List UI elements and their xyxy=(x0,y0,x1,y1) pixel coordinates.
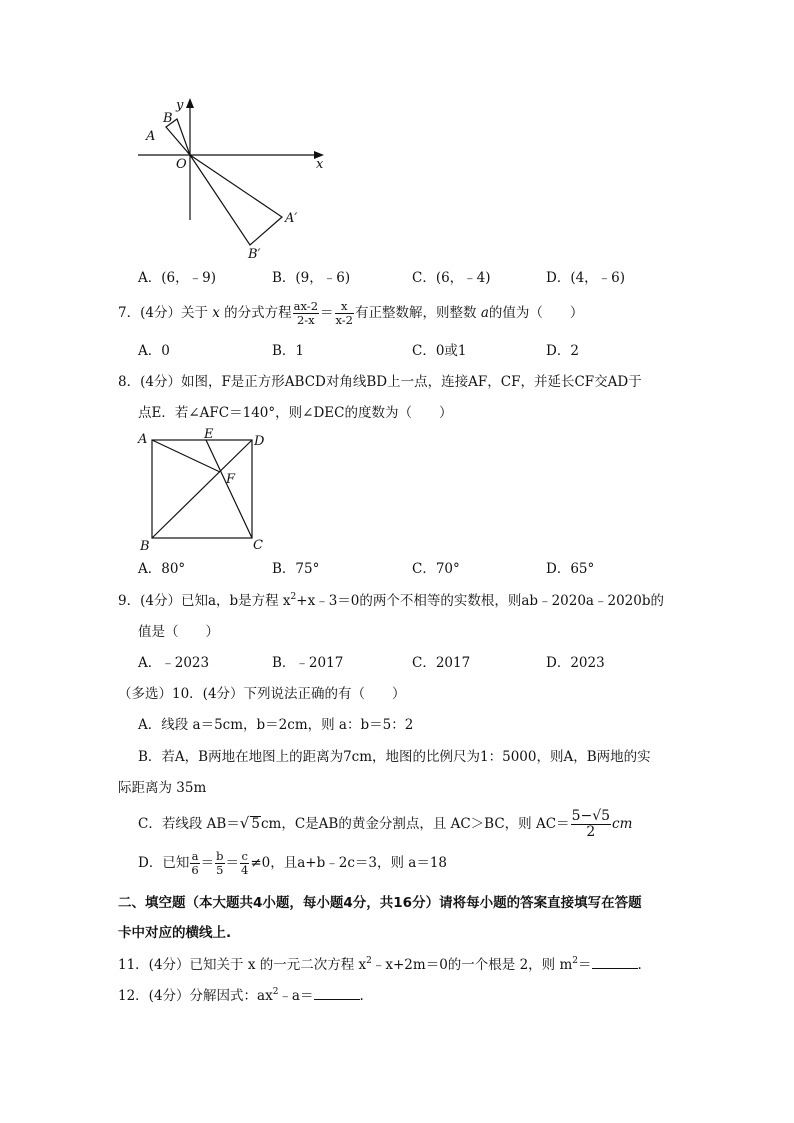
q10-d-fraction-1 xyxy=(190,850,199,877)
q7-fraction-right xyxy=(335,300,355,327)
q9-sup: 2 xyxy=(290,592,297,602)
q10-d-fraction-2 xyxy=(215,850,224,877)
q7-suffix: 有正整数解，则整数 xyxy=(355,305,477,321)
q9-stem-line1 xyxy=(118,591,664,611)
q6-option-c: C．(6，﹣4) xyxy=(412,270,491,286)
q8-option-d: D．65° xyxy=(546,561,595,577)
q11-end: . xyxy=(637,957,642,973)
q8-option-b: B．75° xyxy=(272,561,320,577)
q9-stem-line2: 值是（ ） xyxy=(138,624,219,640)
q7-option-d: D．2 xyxy=(546,343,579,359)
q10-d-eq2: ＝ xyxy=(225,855,240,871)
q7-option-c: C．0或1 xyxy=(412,343,467,359)
q9-prefix: 9．(4分）已知a，b是方程 x xyxy=(118,593,291,609)
q10-option-b-line2: 际距离为 35m xyxy=(118,780,207,796)
q10-option-c xyxy=(138,806,632,841)
q7-f1-num: ax-2 xyxy=(293,299,319,313)
q9-option-b: B．﹣2017 xyxy=(272,655,344,671)
q7-fraction-left xyxy=(293,300,319,327)
q7-f1-den: 2-x xyxy=(296,313,315,327)
q10-c-pre: C．若线段 AB＝ xyxy=(138,816,240,832)
q9-option-c: C．2017 xyxy=(412,655,471,671)
label-b: B xyxy=(163,111,173,126)
q6-option-a: A．(6，﹣9) xyxy=(138,270,216,286)
segment-ce xyxy=(206,440,252,538)
section-2-heading-line2: 卡中对应的横线上. xyxy=(118,925,232,941)
q7-mid: 的分式方程 xyxy=(224,305,292,321)
q10-d-eq1: ＝ xyxy=(200,855,215,871)
q7-option-b: B．1 xyxy=(272,343,305,359)
q10-c-frac-den: 2 xyxy=(586,824,596,840)
q11-mid: ﹣x+2m＝0的一个根是 2，则 m xyxy=(371,957,573,973)
q7-end: 的值为（ ） xyxy=(488,305,584,321)
q7-option-a: A．0 xyxy=(138,343,170,359)
q10-c-unit: cm xyxy=(612,816,633,832)
coordinate-figure xyxy=(138,95,338,265)
q10-option-b-line1: B．若A，B两地在地图上的距离为7cm，地图的比例尺为1：5000，则A，B两地的实 xyxy=(138,749,651,765)
q10-d-f2-num: b xyxy=(216,849,224,863)
label-a-prime: A′ xyxy=(285,211,298,226)
q12-end: . xyxy=(359,988,364,1004)
label-a: A xyxy=(146,129,156,144)
q9-option-d: D．2023 xyxy=(546,655,605,671)
label-b: B xyxy=(140,539,150,554)
q6-option-b: B．(9，﹣6) xyxy=(272,270,351,286)
q7-var-x: x xyxy=(212,305,220,321)
q12-answer-blank[interactable] xyxy=(314,986,360,1000)
q8-option-a: A．80° xyxy=(138,561,186,577)
label-d: D xyxy=(254,434,265,449)
q12-pre: 12．(4分）分解因式：ax xyxy=(118,988,273,1004)
q10-d-f3-den: 4 xyxy=(241,863,249,877)
q10-head: （多选）10．(4分）下列说法正确的有（ ） xyxy=(118,686,406,702)
segment-af xyxy=(152,440,220,472)
q11-sup: 2 xyxy=(366,956,372,966)
q10-c-fraction xyxy=(571,809,611,840)
q11-stem xyxy=(118,955,642,975)
q10-c-radicand: 5 xyxy=(251,816,260,832)
q11-eq: ＝ xyxy=(578,957,592,973)
q8-stem-line1: 8．(4分）如图，F是正方形ABCD对角线BD上一点，连接AF，CF，并延长CF交AD于 xyxy=(118,374,642,390)
q9-option-a: A．﹣2023 xyxy=(138,655,210,671)
label-a: A xyxy=(138,432,148,447)
q11-sup2: 2 xyxy=(572,956,578,966)
y-axis-arrow xyxy=(186,98,194,108)
label-e: E xyxy=(204,428,214,442)
q10-d-fraction-3 xyxy=(240,850,249,877)
triangle-oa2b2 xyxy=(190,155,282,245)
q10-option-d xyxy=(138,848,447,878)
q10-d-f1-den: 6 xyxy=(191,863,199,877)
q7-f2-den: x-2 xyxy=(335,313,354,327)
q10-d-f1-num: a xyxy=(191,849,199,863)
q8-stem-line2: 点E．若∠AFC＝140°，则∠DEC的度数为（ ） xyxy=(138,405,453,421)
q11-pre: 11．(4分）已知关于 x 的一元二次方程 x xyxy=(118,957,367,973)
label-b-prime: B′ xyxy=(248,247,261,262)
q10-d-pre: D．已知 xyxy=(138,855,190,871)
q7-stem xyxy=(118,300,583,327)
q12-sup: 2 xyxy=(272,987,279,997)
q10-c-frac-num: 5−√5 xyxy=(571,808,611,824)
q10-c-mid: cm，C是AB的黄金分割点，且 AC＞BC，则 AC＝ xyxy=(260,816,570,832)
diagonal-bd xyxy=(152,440,252,538)
q8-option-c: C．70° xyxy=(412,561,460,577)
q7-prefix: 7．(4分）关于 xyxy=(118,305,208,321)
label-x: x xyxy=(316,157,324,172)
q12-stem xyxy=(118,986,364,1006)
q10-d-post: ≠0，且a+b﹣2c＝3，则 a＝18 xyxy=(250,855,448,871)
q7-var-a: a xyxy=(480,305,489,321)
q7-f2-num: x xyxy=(335,300,355,314)
q12-mid: ﹣a＝ xyxy=(278,988,314,1004)
label-y: y xyxy=(176,98,184,113)
q10-d-f3-num: c xyxy=(241,849,248,863)
label-c: C xyxy=(253,538,263,553)
q10-option-a: A．线段 a＝5cm，b＝2cm，则 a：b＝5：2 xyxy=(138,717,414,733)
q7-eq: ＝ xyxy=(320,305,334,321)
square-figure xyxy=(132,428,272,556)
q6-option-d: D．(4，﹣6) xyxy=(546,270,626,286)
label-o: O xyxy=(176,157,187,172)
sqrt-symbol: √ xyxy=(239,814,250,832)
q10-d-f2-den: 5 xyxy=(216,863,224,877)
label-f: F xyxy=(226,472,236,487)
q11-answer-blank[interactable] xyxy=(592,955,638,969)
section-2-heading-line1: 二、填空题（本大题共4小题，每小题4分，共16分）请将每小题的答案直接填写在答题 xyxy=(118,895,642,911)
q9-suffix: +x﹣3＝0的两个不相等的实数根，则ab﹣2020a﹣2020b的 xyxy=(296,593,664,609)
